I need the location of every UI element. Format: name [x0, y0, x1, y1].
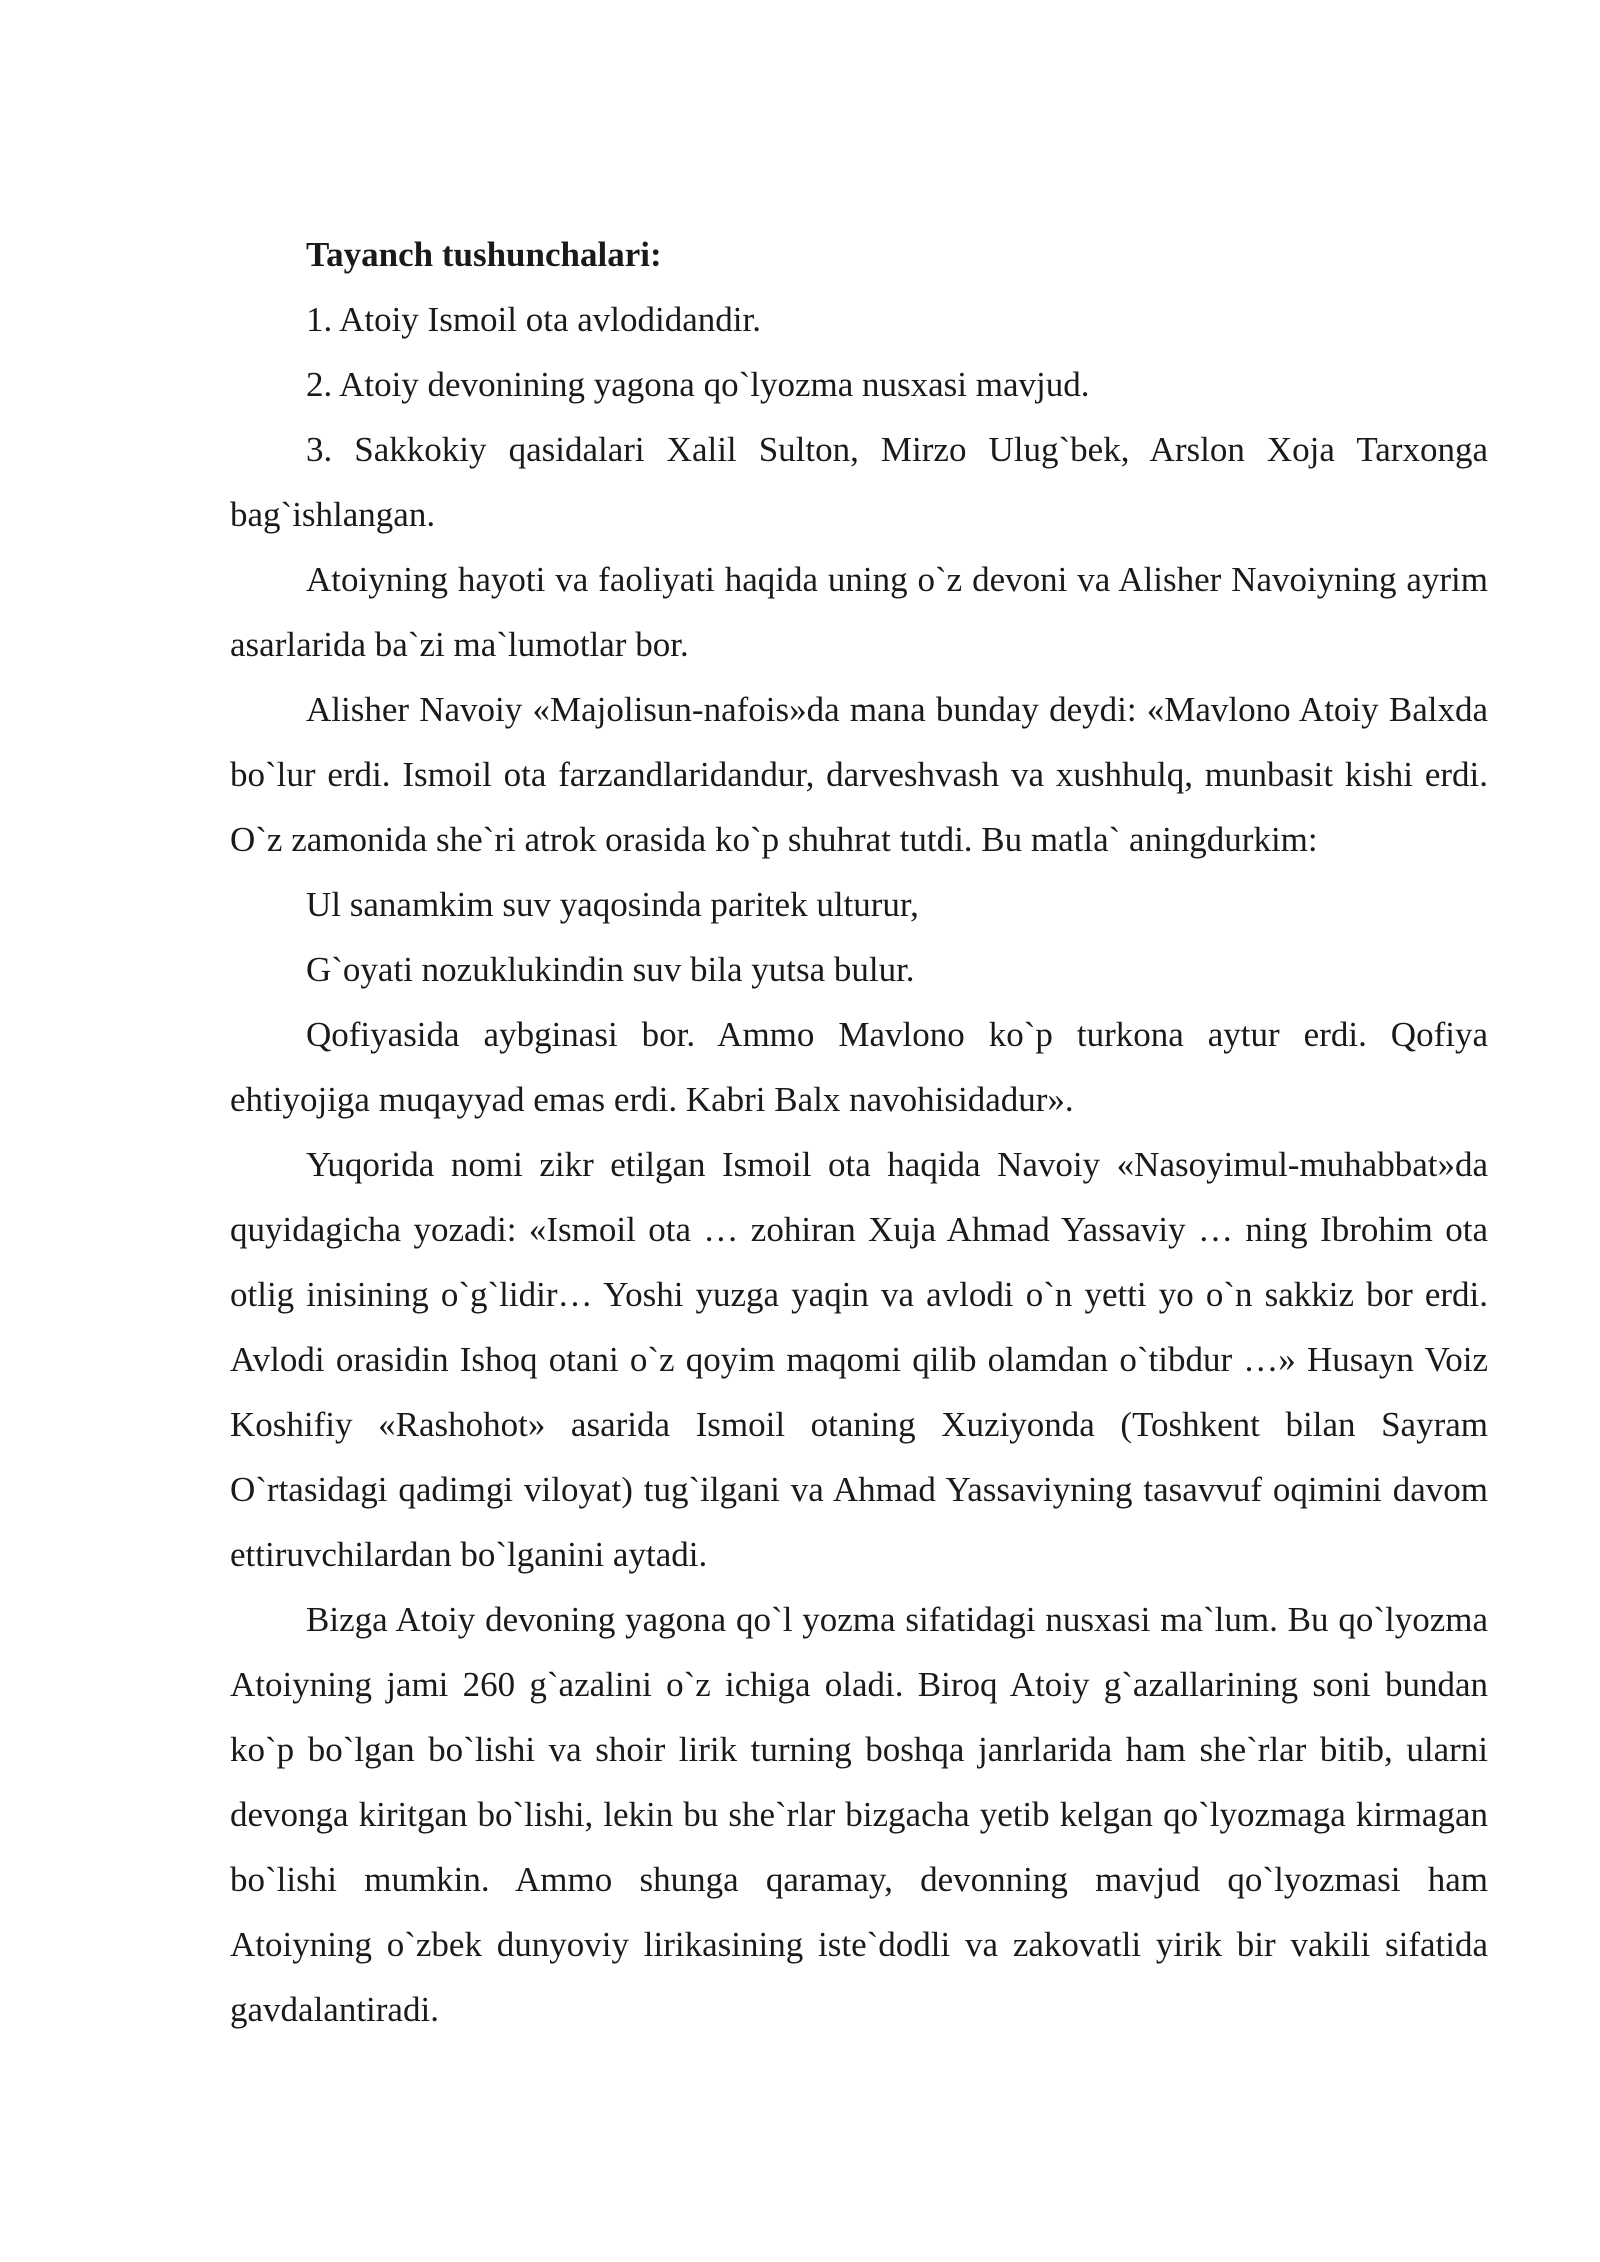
- section-heading: Tayanch tushunchalari:: [306, 235, 662, 274]
- key-point-2: 2. Atoiy devonining yagona qo`lyozma nusxasi mavjud.: [306, 365, 1090, 404]
- paragraph-devon-manuscript: Bizga Atoiy devoning yagona qo`l yozma sifatidagi nusxasi ma`lum. Bu qo`lyozma Atoiyning jami 260 g`azalini o`z ichiga oladi. Biroq Atoiy g`azallarining soni bundan ko`p bo`lgan bo`lishi va shoir lirik turning boshqa janrlarida ham she`rlar bitib, ularni devonga kiritgan bo`lishi, lekin bu she`rlar bizgacha yetib kelgan qo`lyozmaga kirmagan bo`lishi mumkin. Ammo shunga qaramay, devonning mavjud qo`lyozmasi ham Atoiyning o`zbek dunyoviy lirikasining iste`dodli va zakovatli yirik bir vakili sifatida gavdalantiradi.: [230, 1600, 1488, 2029]
- key-point-1: 1. Atoiy Ismoil ota avlodidandir.: [306, 300, 761, 339]
- key-point-3: 3. Sakkokiy qasidalari Xalil Sulton, Mirzo Ulug`bek, Arslon Xoja Tarxonga bag`ishlangan.: [230, 430, 1488, 534]
- verse-line-1: Ul sanamkim suv yaqosinda paritek ulturur,: [306, 885, 919, 924]
- paragraph-life-info: Atoiyning hayoti va faoliyati haqida uning o`z devoni va Alisher Navoiyning ayrim asarlarida ba`zi ma`lumotlar bor.: [230, 560, 1488, 664]
- verse-line-2: G`oyati nozuklukindin suv bila yutsa bulur.: [306, 950, 915, 989]
- paragraph-majolis-quote: Alisher Navoiy «Majolisun-nafois»da mana bunday deydi: «Mavlono Atoiy Balxda bo`lur erdi. Ismoil ota farzandlaridandur, darveshvash va xushhulq, munbasit kishi erdi. O`z zamonida she`ri atrok orasida ko`p shuhrat tutdi. Bu matla` aningdurkim:: [230, 690, 1488, 859]
- paragraph-rhyme-note: Qofiyasida aybginasi bor. Ammo Mavlono ko`p turkona aytur erdi. Qofiya ehtiyojiga muqayyad emas erdi. Kabri Balx navohisidadur».: [230, 1015, 1488, 1119]
- document-page: [230, 222, 1488, 2042]
- paragraph-ismoil-ota: Yuqorida nomi zikr etilgan Ismoil ota haqida Navoiy «Nasoyimul-muhabbat»da quyidagicha yozadi: «Ismoil ota … zohiran Xuja Ahmad Yassaviy … ning Ibrohim ota otlig inisining o`g`lidir… Yoshi yuzga yaqin va avlodi o`n yetti yo o`n sakkiz bor erdi. Avlodi orasidin Ishoq otani o`z qoyim maqomi qilib olamdan o`tibdur …» Husayn Voiz Koshifiy «Rashohot» asarida Ismoil otaning Xuziyonda (Toshkent bilan Sayram O`rtasidagi qadimgi viloyat) tug`ilgani va Ahmad Yassaviyning tasavvuf oqimini davom ettiruvchilardan bo`lganini aytadi.: [230, 1145, 1488, 1574]
